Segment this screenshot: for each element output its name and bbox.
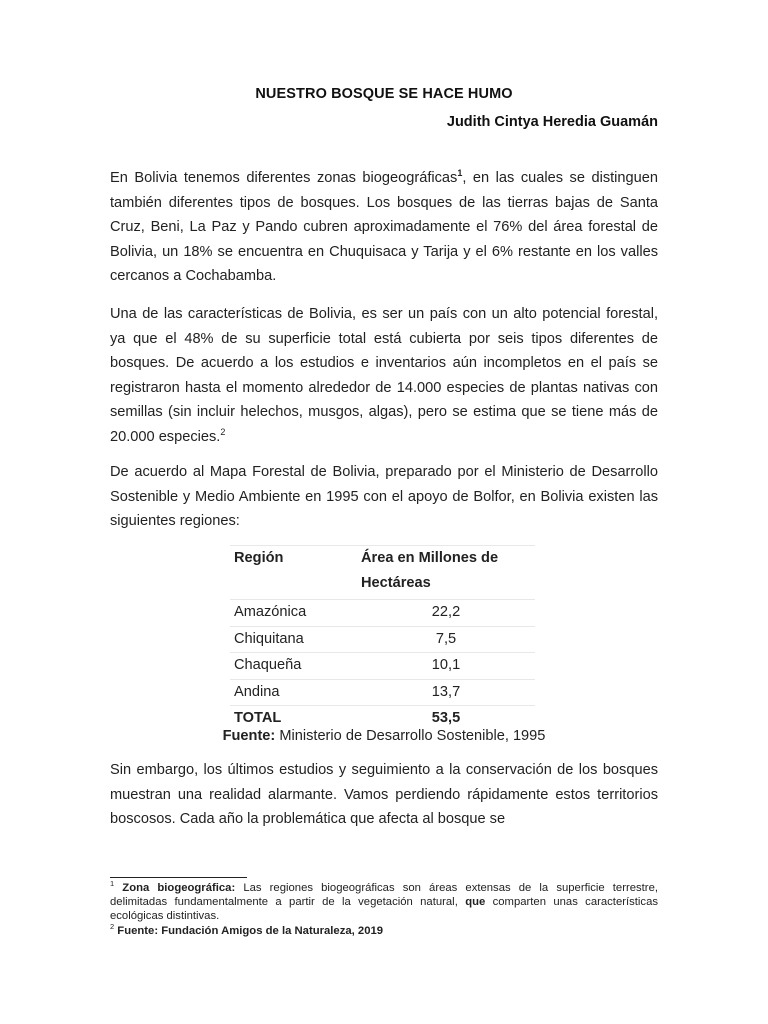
- paragraph-2-text: Una de las características de Bolivia, es ser un país con un alto potencial forestal, ya que el 48% de su superficie total está cubierta por seis tipos diferentes de bosques. De acuerdo a los estudios e inventarios aún incompletos en el país se registraron hasta el momento alrededor de 14.000 especies de plantas nativas con semillas (sin incluir helechos, musgos, algas), pero se estima que se tiene más de 20.000 especies.: [110, 306, 658, 445]
- footnote-1-text-a: Las regiones biogeográficas son áreas extensas de la superficie terrestre, delimitadas fundamentalmente a partir de la vegetación natural,: [110, 882, 658, 909]
- footnote-2-number: 2: [110, 921, 115, 931]
- total-label: TOTAL: [230, 706, 357, 732]
- footnote-1-text-b: comparten unas características ecológicas distintivas.: [110, 896, 659, 923]
- cell-area: 7,5: [357, 626, 535, 653]
- footnote-ref-2: 2: [220, 427, 226, 438]
- cell-area: 22,2: [357, 600, 535, 627]
- cell-region: Chaqueña: [230, 653, 357, 680]
- footnote-2: [110, 921, 658, 938]
- footnotes: [110, 881, 658, 938]
- cell-area: 13,7: [357, 679, 535, 706]
- paragraph-4: Sin embargo, los últimos estudios y seguimiento a la conservación de los bosques muestran una realidad alarmante. Vamos perdiendo rápidamente estos territorios boscosos. Cada año la problemática que afecta al bosque se: [110, 762, 658, 828]
- table-row: [230, 679, 535, 706]
- footnote-ref-1: 1: [457, 168, 463, 179]
- cell-region: Amazónica: [230, 600, 357, 627]
- document-title: NUESTRO BOSQUE SE HACE HUMO: [255, 86, 513, 102]
- footnote-1-number: 1: [110, 879, 115, 889]
- table-source: [0, 728, 768, 744]
- source-label: Fuente:: [222, 728, 276, 744]
- table-row: [230, 600, 535, 627]
- footnote-separator: [110, 877, 247, 878]
- regions-table: [230, 545, 535, 731]
- footnote-1-term: Zona biogeográfica:: [114, 882, 236, 894]
- paragraph-3: De acuerdo al Mapa Forestal de Bolivia, preparado por el Ministerio de Desarrollo Sostenible y Medio Ambiente en 1995 con el apoyo de Bolfor, en Bolivia existen las siguientes regiones:: [110, 464, 658, 530]
- table-row: [230, 626, 535, 653]
- paragraph-1-text-a: En Bolivia tenemos diferentes zonas biogeográficas: [110, 170, 458, 186]
- table-row: [230, 653, 535, 680]
- cell-region: Chiquitana: [230, 626, 357, 653]
- table-header-row: [230, 546, 535, 600]
- source-text: Ministerio de Desarrollo Sostenible, 1995: [275, 728, 546, 744]
- footnote-1: [110, 881, 658, 924]
- paragraph-1: [110, 166, 658, 289]
- total-value: 53,5: [357, 706, 535, 732]
- author-name: Judith Cintya Heredia Guamán: [446, 114, 658, 130]
- header-area: Área en Millones de Hectáreas: [361, 550, 499, 591]
- header-region: Región: [234, 550, 284, 566]
- paragraph-1-text-b: , en las cuales se distinguen también diferentes tipos de bosques. Los bosques de las tierras bajas de Santa Cruz, Beni, La Paz y Pando cubren aproximadamente el 76% del área forestal de Bolivia, un 18% se encuentra en Chuquisaca y Tarija y el 6% restante en los valles cercanos a Cochabamba.: [110, 170, 658, 285]
- footnote-2-text: Fuente: Fundación Amigos de la Naturaleza, 2019: [114, 924, 384, 937]
- footnote-1-keyword: que: [465, 896, 486, 909]
- paragraph-2: [110, 302, 658, 450]
- cell-area: 10,1: [357, 653, 535, 680]
- cell-region: Andina: [230, 679, 357, 706]
